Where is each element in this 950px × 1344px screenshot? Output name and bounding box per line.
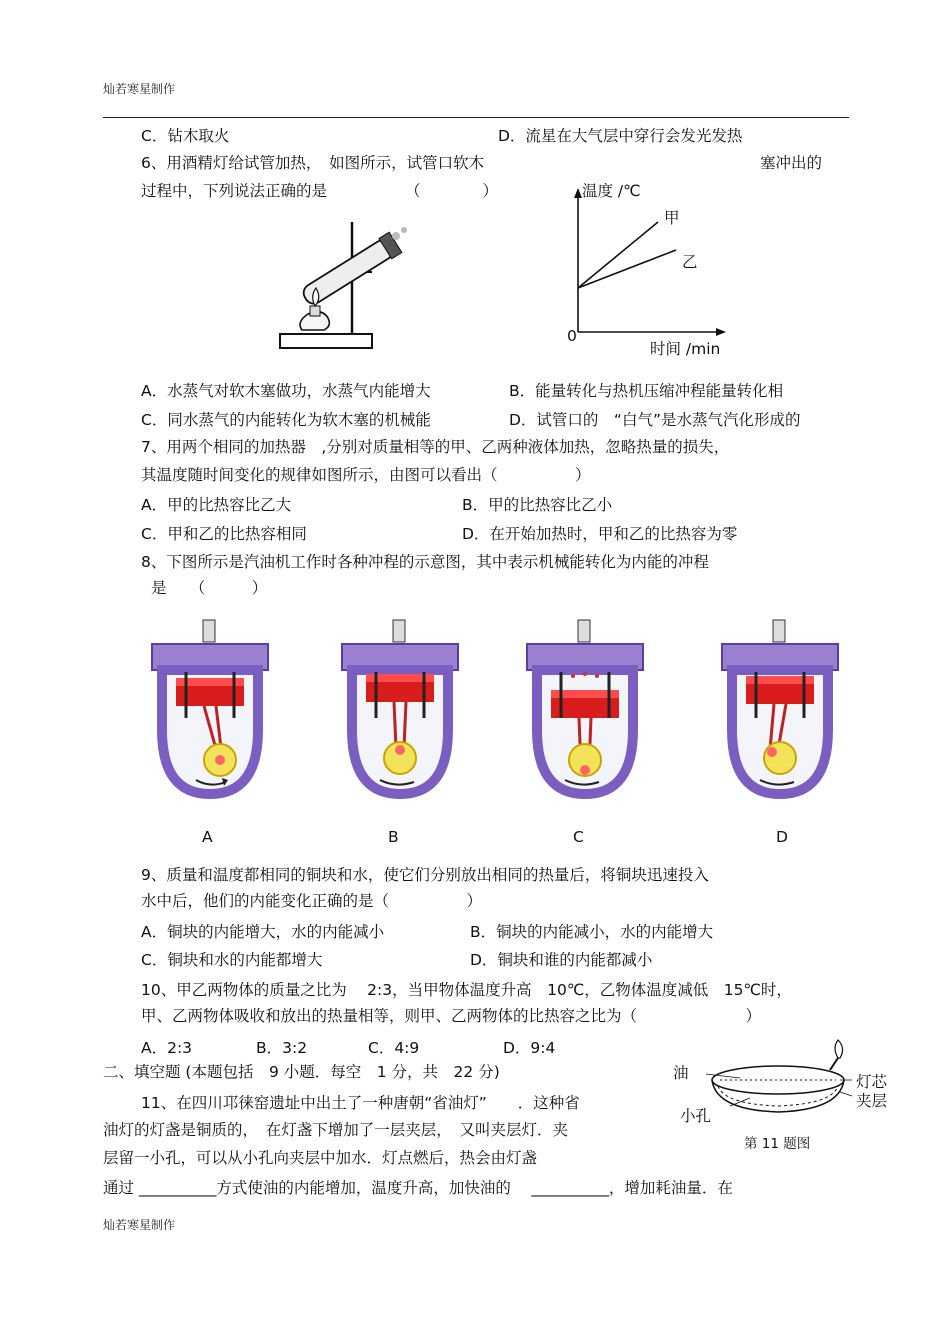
q6-option-c: C．同水蒸气的内能转化为软木塞的机械能 [141, 411, 431, 429]
q7-line2: 其温度随时间变化的规律如图所示，由图可以看出（ ） [141, 466, 591, 484]
q9-option-b: B．铜块的内能减小，水的内能增大 [470, 923, 714, 941]
engine-label-c: C [573, 828, 584, 846]
series-yi-line [578, 250, 676, 288]
section2-title: 二、填空题 (本题包括 9 小题．每空 1 分，共 22 分) [103, 1063, 500, 1081]
q10-line2: 甲、乙两物体吸收和放出的热量相等，则甲、乙两物体的比热容之比为（ ） [141, 1007, 762, 1025]
q7-option-c: C．甲和乙的比热容相同 [141, 525, 307, 543]
q7-option-b: B．甲的比热容比乙小 [462, 496, 613, 514]
graph-series-jia-label: 甲 [664, 209, 680, 227]
header-divider [103, 117, 849, 118]
q9-line1: 9、质量和温度都相同的铜块和水，使它们分别放出相同的热量后，将铜块迅速投入 [141, 866, 709, 884]
engine-label-a: A [202, 828, 213, 846]
q5-option-c: C．钻木取火 [141, 127, 230, 145]
q11-line3: 层留一小孔，可以从小孔向夹层中加水．灯点燃后，热会由灯盏 [103, 1149, 538, 1167]
lamp-label-hole: 小孔 [680, 1107, 712, 1125]
q10-line1: 10、甲乙两物体的质量之比为 2:3，当甲物体温度升高 10℃，乙物体温度减低 15℃时， [141, 981, 792, 999]
lamp-label-wick: 灯芯 [856, 1073, 888, 1091]
q9-option-d: D．铜块和谁的内能都减小 [470, 951, 653, 969]
series-jia-line [578, 222, 658, 288]
q8-line2: 是 （ ） [151, 579, 268, 597]
q10-option-c: C．4:9 [368, 1039, 420, 1057]
oil-lamp-figure [700, 1040, 860, 1130]
lamp-label-oil: 油 [673, 1064, 689, 1082]
engine-stroke-a [148, 618, 272, 804]
q10-option-b: B．3:2 [256, 1039, 308, 1057]
q6-option-b: B．能量转化与热机压缩冲程能量转化相 [509, 382, 784, 400]
graph-x-label: 时间 /min [650, 340, 721, 358]
q7-line1: 7、用两个相同的加热器 ,分别对质量相等的甲、乙两种液体加热，忽略热量的损失， [141, 438, 730, 456]
q5-option-d: D．流星在大气层中穿行会发光发热 [498, 127, 743, 145]
page-footer: 灿若寒星制作 [103, 1218, 176, 1232]
q10-option-d: D．9:4 [503, 1039, 556, 1057]
engine-label-d: D [776, 828, 788, 846]
q11-line1: 11、在四川邛徕窑遗址中出土了一种唐朝“省油灯” ．这种省 [141, 1094, 580, 1112]
lamp-caption: 第 11 题图 [744, 1136, 811, 1152]
graph-series-yi-label: 乙 [682, 253, 698, 271]
graph-origin: 0 [567, 327, 577, 345]
q9-option-c: C．铜块和水的内能都增大 [141, 951, 323, 969]
page-header: 灿若寒星制作 [103, 82, 176, 96]
q9-option-a: A．铜块的内能增大，水的内能减小 [141, 923, 385, 941]
engine-label-b: B [388, 828, 399, 846]
q11-line4: 通过 __________方式使油的内能增加，温度升高，加快油的 __________，增加耗油量．在 [103, 1179, 733, 1197]
q10-option-a: A．2:3 [141, 1039, 193, 1057]
graph-y-label: 温度 /℃ [582, 182, 641, 200]
q6-option-d: D．试管口的 “白气”是水蒸气汽化形成的 [509, 411, 801, 429]
engine-stroke-c [523, 618, 647, 804]
q6-line2: 过程中，下列说法正确的是 [141, 182, 328, 200]
q8-line1: 8、下图所示是汽油机工作时各种冲程的示意图，其中表示机械能转化为内能的冲程 [141, 553, 709, 571]
q6-blank: （ ） [405, 182, 499, 200]
q9-line2: 水中后，他们的内能变化正确的是（ ） [141, 892, 483, 910]
q7-option-a: A．甲的比热容比乙大 [141, 496, 292, 514]
q6-line1: 6、用酒精灯给试管加热， 如图所示，试管口软木 [141, 154, 485, 172]
temperature-time-graph [560, 180, 740, 360]
q11-line2: 油灯的灯盏是铜质的， 在灯盏下增加了一层夹层， 又叫夹层灯．夹 [103, 1121, 569, 1139]
q6-line1-tail: 塞冲出的 [760, 154, 823, 172]
engine-stroke-b [338, 618, 462, 804]
engine-stroke-d [718, 618, 842, 804]
q7-option-d: D．在开始加热时，甲和乙的比热容为零 [462, 525, 738, 543]
q6-option-a: A．水蒸气对软木塞做功，水蒸气内能增大 [141, 382, 431, 400]
lamp-label-layer: 夹层 [856, 1092, 888, 1110]
test-tube-heating-figure [276, 212, 416, 362]
